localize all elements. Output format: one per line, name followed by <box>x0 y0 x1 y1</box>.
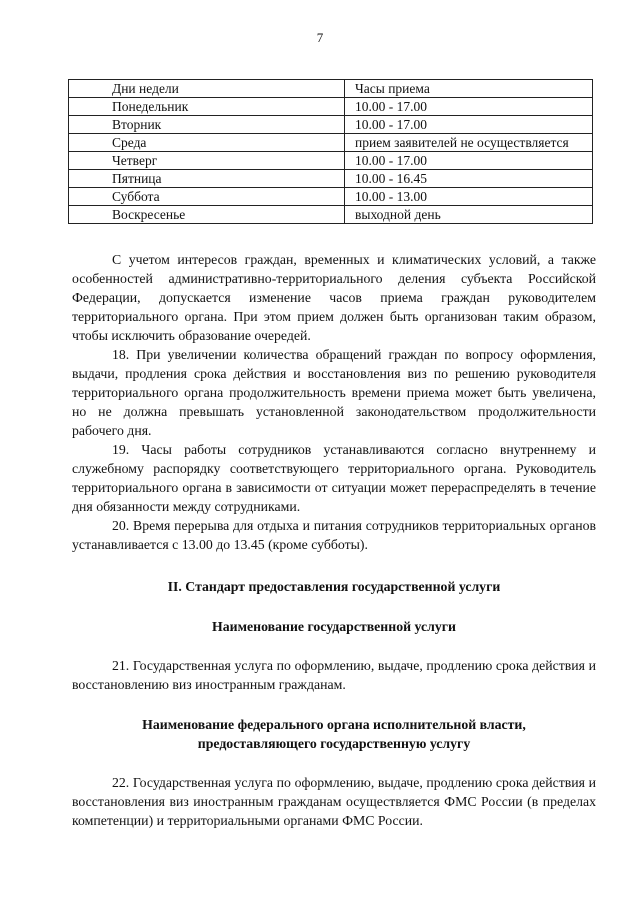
paragraph-20: 20. Время перерыва для отдыха и питания сотрудников территориальных органов устанавливается с 13.00 до 13.45 (кроме субботы). <box>72 518 596 552</box>
table-row <box>69 98 593 116</box>
subheading-authority-line-2: предоставляющего государственную услугу <box>197 736 471 751</box>
hours-cell: прием заявителей не осуществляется <box>345 134 593 152</box>
paragraph-21: 21. Государственная услуга по оформлению, выдаче, продлению срока действия и восстановлению виз иностранным гражданам. <box>72 658 596 692</box>
day-cell: Вторник <box>69 116 345 134</box>
subheading-authority <box>72 715 596 753</box>
header-day: Дни недели <box>69 80 345 98</box>
day-cell: Четверг <box>69 152 345 170</box>
table-row <box>69 188 593 206</box>
day-cell: Суббота <box>69 188 345 206</box>
day-cell: Среда <box>69 134 345 152</box>
table-row <box>69 206 593 224</box>
document-body <box>72 250 596 830</box>
hours-cell: 10.00 - 17.00 <box>345 98 593 116</box>
subheading-authority-line-1: Наименование федерального органа исполнительной власти, <box>142 717 526 732</box>
paragraph-reception-adjustment: С учетом интересов граждан, временных и климатических условий, а также особенностей административно-территориального деления субъекта Российской Федерации, допускается изменение часов приема граждан руководителем территориального органа. При этом прием должен быть организован таким образом, чтобы исключить образование очередей. <box>72 252 596 343</box>
table-row <box>69 134 593 152</box>
section-heading: II. Стандарт предоставления государственной услуги <box>167 579 501 594</box>
hours-cell: 10.00 - 13.00 <box>345 188 593 206</box>
hours-cell: 10.00 - 17.00 <box>345 116 593 134</box>
table-row <box>69 116 593 134</box>
table-row <box>69 152 593 170</box>
day-cell: Пятница <box>69 170 345 188</box>
hours-cell: 10.00 - 17.00 <box>345 152 593 170</box>
page-number: 7 <box>316 30 324 45</box>
paragraph-18: 18. При увеличении количества обращений граждан по вопросу оформления, выдачи, продления срока действия и восстановления виз по решению руководителя территориального органа продолжительность времени приема может быть увеличена, но не должна превышать установленной законодательством продолжительности рабочего дня. <box>72 347 596 438</box>
header-hours: Часы приема <box>345 80 593 98</box>
subheading-service-name: Наименование государственной услуги <box>212 619 456 634</box>
hours-cell: выходной день <box>345 206 593 224</box>
day-cell: Воскресенье <box>69 206 345 224</box>
table-header-row <box>69 80 593 98</box>
paragraph-19: 19. Часы работы сотрудников устанавливаются согласно внутреннему и служебному распорядку соответствующего территориального органа. Руководитель территориального органа в зависимости от ситуации может перераспределять в течение дня обязанности между сотрудниками. <box>72 442 596 514</box>
day-cell: Понедельник <box>69 98 345 116</box>
table-row <box>69 170 593 188</box>
reception-hours-table <box>68 79 593 224</box>
hours-cell: 10.00 - 16.45 <box>345 170 593 188</box>
paragraph-22: 22. Государственная услуга по оформлению, выдаче, продлению срока действия и восстановления виз иностранным гражданам осуществляется ФМС России (в пределах компетенции) и территориальными органами ФМС России. <box>72 775 596 828</box>
